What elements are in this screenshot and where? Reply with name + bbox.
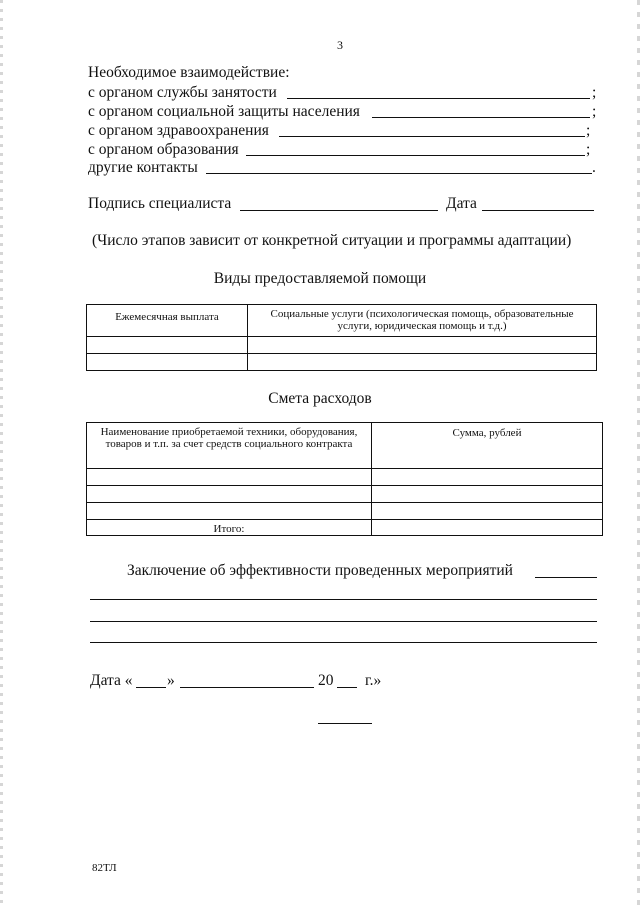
signature-label: Подпись специалиста [88, 195, 232, 212]
signature-date-label: Дата [446, 195, 477, 212]
conclusion-line-1[interactable] [90, 599, 597, 600]
signature-date-field[interactable] [482, 210, 594, 211]
page-number: 3 [337, 38, 343, 52]
help-cell-services[interactable] [248, 354, 597, 371]
stages-note: (Число этапов зависит от конкретной ситуации и программы адаптации) [92, 232, 572, 249]
budget-total-label: Итого: [87, 520, 372, 536]
date-year-prefix: 20 [318, 672, 334, 689]
interaction-label-education: с органом образования [88, 141, 239, 158]
scan-edge-left [0, 0, 3, 905]
budget-cell-item[interactable] [87, 469, 372, 486]
interaction-label-other: другие контакты [88, 159, 198, 176]
signature-field[interactable] [240, 210, 438, 211]
date-quote-close: » [167, 672, 175, 689]
help-cell-monthly[interactable] [87, 354, 248, 371]
interaction-end-other: . [592, 159, 596, 176]
budget-col-item-header: Наименование приобретаемой техники, оборудования, товаров и т.п. за счет средств социального контракта [87, 423, 372, 469]
help-cell-services[interactable] [248, 337, 597, 354]
budget-cell-item[interactable] [87, 486, 372, 503]
date-year-field[interactable] [337, 687, 357, 688]
interaction-end-education: ; [586, 141, 591, 158]
interaction-field-education[interactable] [246, 155, 585, 156]
budget-cell-sum[interactable] [372, 486, 603, 503]
conclusion-line-2[interactable] [90, 621, 597, 622]
budget-total-sum[interactable] [372, 520, 603, 536]
help-cell-monthly[interactable] [87, 337, 248, 354]
interaction-end-social: ; [592, 103, 597, 120]
help-col-services-header: Социальные услуги (психологическая помощь, образовательные услуги, юридическая помощь и т.д.) [248, 305, 597, 337]
interaction-field-social[interactable] [372, 117, 590, 118]
interaction-heading: Необходимое взаимодействие: [88, 64, 290, 81]
conclusion-label: Заключение об эффективности проведенных мероприятий [127, 562, 513, 579]
interaction-field-other[interactable] [206, 173, 592, 174]
conclusion-field-inline[interactable] [535, 577, 597, 578]
budget-section-title: Смета расходов [268, 390, 372, 407]
budget-cell-item[interactable] [87, 503, 372, 520]
separator-line [318, 723, 372, 724]
conclusion-line-3[interactable] [90, 642, 597, 643]
budget-col-sum-header: Сумма, рублей [372, 423, 603, 469]
date-day-field[interactable] [136, 687, 166, 688]
interaction-label-employment: с органом службы занятости [88, 84, 277, 101]
interaction-label-health: с органом здравоохранения [88, 122, 269, 139]
help-col-monthly-header: Ежемесячная выплата [87, 305, 248, 337]
help-table [86, 304, 597, 371]
interaction-end-employment: ; [592, 84, 597, 101]
interaction-label-social: с органом социальной защиты населения [88, 103, 360, 120]
interaction-end-health: ; [586, 122, 591, 139]
interaction-field-health[interactable] [279, 136, 585, 137]
date-month-field[interactable] [180, 687, 314, 688]
budget-cell-sum[interactable] [372, 503, 603, 520]
date-year-suffix: г.» [365, 672, 382, 689]
date-prefix: Дата « [90, 672, 133, 689]
help-section-title: Виды предоставляемой помощи [213, 270, 427, 287]
budget-cell-sum[interactable] [372, 469, 603, 486]
budget-table [86, 422, 603, 536]
footer-code: 82ТЛ [92, 862, 117, 874]
interaction-field-employment[interactable] [287, 98, 590, 99]
